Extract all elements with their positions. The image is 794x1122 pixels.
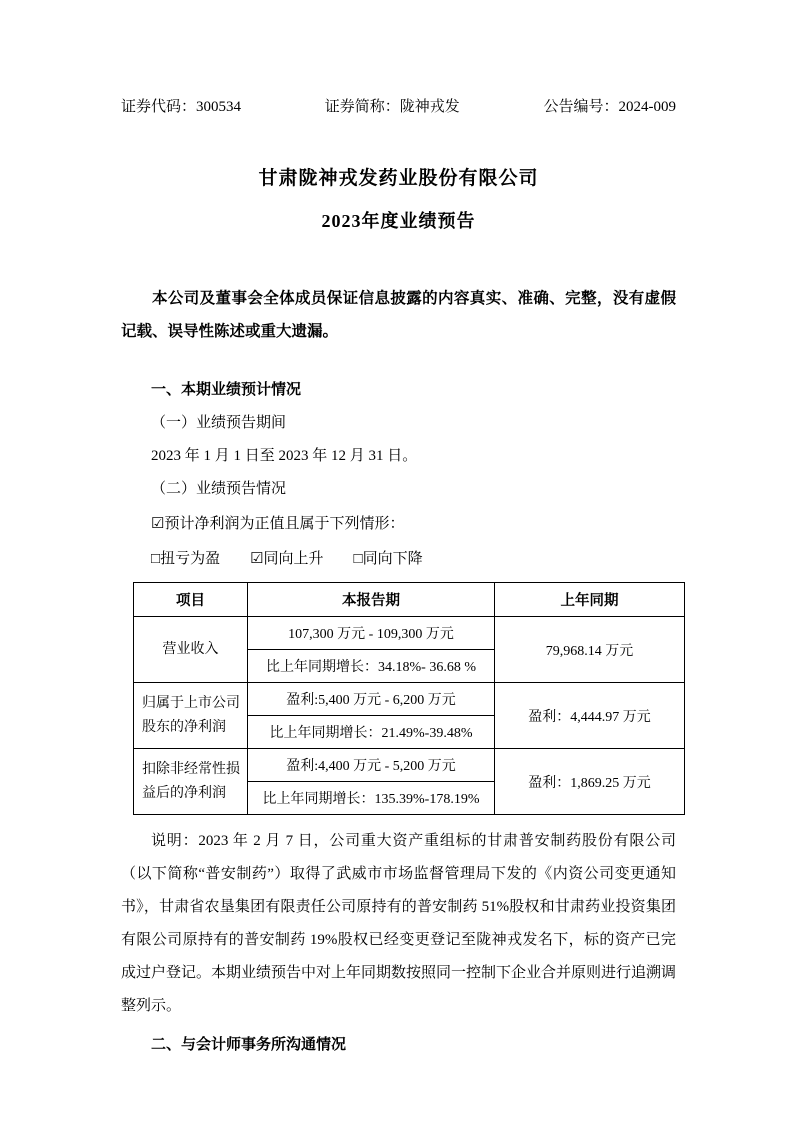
section2-heading: 二、与会计师事务所沟通情况 bbox=[151, 1037, 347, 1053]
option-turn-profit bbox=[151, 551, 220, 567]
net-profit-item-label: 归属于上市公司股东的净利润 bbox=[134, 683, 248, 749]
checkbox-option-label: 同向上升 bbox=[263, 551, 324, 567]
deducted-profit-growth-range: 比上年同期增长：135.39%-178.19% bbox=[248, 782, 495, 815]
forecast-type-label: 预计净利润为正值且属于下列情形： bbox=[164, 516, 405, 532]
checkbox-checked-icon: ☑ bbox=[151, 516, 165, 532]
announcement-number: 公告编号：2024-009 bbox=[543, 99, 676, 115]
stock-code: 证券代码：300534 bbox=[121, 99, 242, 115]
section1-heading: 一、本期业绩预计情况 bbox=[151, 382, 302, 398]
declaration-paragraph: 本公司及董事会全体成员保证信息披露的内容真实、准确、完整，没有虚假记载、误导性陈述或重大遗漏。 bbox=[121, 290, 676, 340]
stock-name: 证券简称：陇神戎发 bbox=[324, 99, 460, 115]
report-title: 2023年度业绩预告 bbox=[321, 211, 476, 231]
table-header-prior-period: 上年同期 bbox=[495, 583, 685, 617]
table-row-deducted-profit bbox=[134, 749, 685, 782]
table-header-current-period: 本报告期 bbox=[248, 583, 495, 617]
document-header bbox=[121, 96, 676, 118]
table-header-row bbox=[134, 583, 685, 617]
checkbox-option-label: 同向下降 bbox=[362, 551, 423, 567]
revenue-growth-range: 比上年同期增长：34.18%- 36.68 % bbox=[248, 650, 495, 683]
note-paragraph: 说明：2023 年 2 月 7 日，公司重大资产重组标的甘肃普安制药股份有限公司（以下简称“普安制药”）取得了武威市市场监督管理局下发的《内资公司变更通知书》，甘肃省农垦集团有限责任公司原持有的普安制药 51%股权和甘肃药业投资集团有限公司原持有的普安制药 19%股权已经变更登记至陇神戎发名下，标的资产已完成过户登记。本期业绩预告中对上年同期数按照同一控制下企业合并原则进行追溯调整列示。 bbox=[121, 833, 677, 1014]
checkbox-option-label: 扭亏为盈 bbox=[160, 551, 221, 567]
company-title: 甘肃陇神戎发药业股份有限公司 bbox=[258, 168, 539, 189]
section1-sub2-heading: （二）业绩预告情况 bbox=[151, 481, 287, 497]
net-profit-prior-value: 盈利：4,444.97 万元 bbox=[495, 683, 685, 749]
forecast-period: 2023 年 1 月 1 日至 2023 年 12 月 31 日。 bbox=[151, 448, 418, 464]
section-1 bbox=[121, 374, 676, 576]
forecast-type-line bbox=[121, 508, 676, 541]
section1-sub1-heading: （一）业绩预告期间 bbox=[151, 415, 287, 431]
option-same-direction-up bbox=[250, 551, 323, 567]
performance-table bbox=[133, 582, 685, 815]
deducted-profit-item-label: 扣除非经常性损益后的净利润 bbox=[134, 749, 248, 815]
deducted-profit-current-range: 盈利:4,400 万元 - 5,200 万元 bbox=[248, 749, 495, 782]
table-header-item: 项目 bbox=[134, 583, 248, 617]
revenue-current-range: 107,300 万元 - 109,300 万元 bbox=[248, 617, 495, 650]
checkbox-checked-icon: ☑ bbox=[250, 551, 264, 567]
table-row-revenue bbox=[134, 617, 685, 650]
net-profit-growth-range: 比上年同期增长：21.49%-39.48% bbox=[248, 716, 495, 749]
forecast-options-line bbox=[121, 543, 676, 576]
option-same-direction-down bbox=[354, 551, 423, 567]
checkbox-unchecked-icon: □ bbox=[353, 551, 363, 567]
table-row-net-profit bbox=[134, 683, 685, 716]
revenue-item-label: 营业收入 bbox=[134, 617, 248, 683]
checkbox-unchecked-icon: □ bbox=[151, 551, 161, 567]
revenue-prior-value: 79,968.14 万元 bbox=[495, 617, 685, 683]
deducted-profit-prior-value: 盈利：1,869.25 万元 bbox=[495, 749, 685, 815]
net-profit-current-range: 盈利:5,400 万元 - 6,200 万元 bbox=[248, 683, 495, 716]
